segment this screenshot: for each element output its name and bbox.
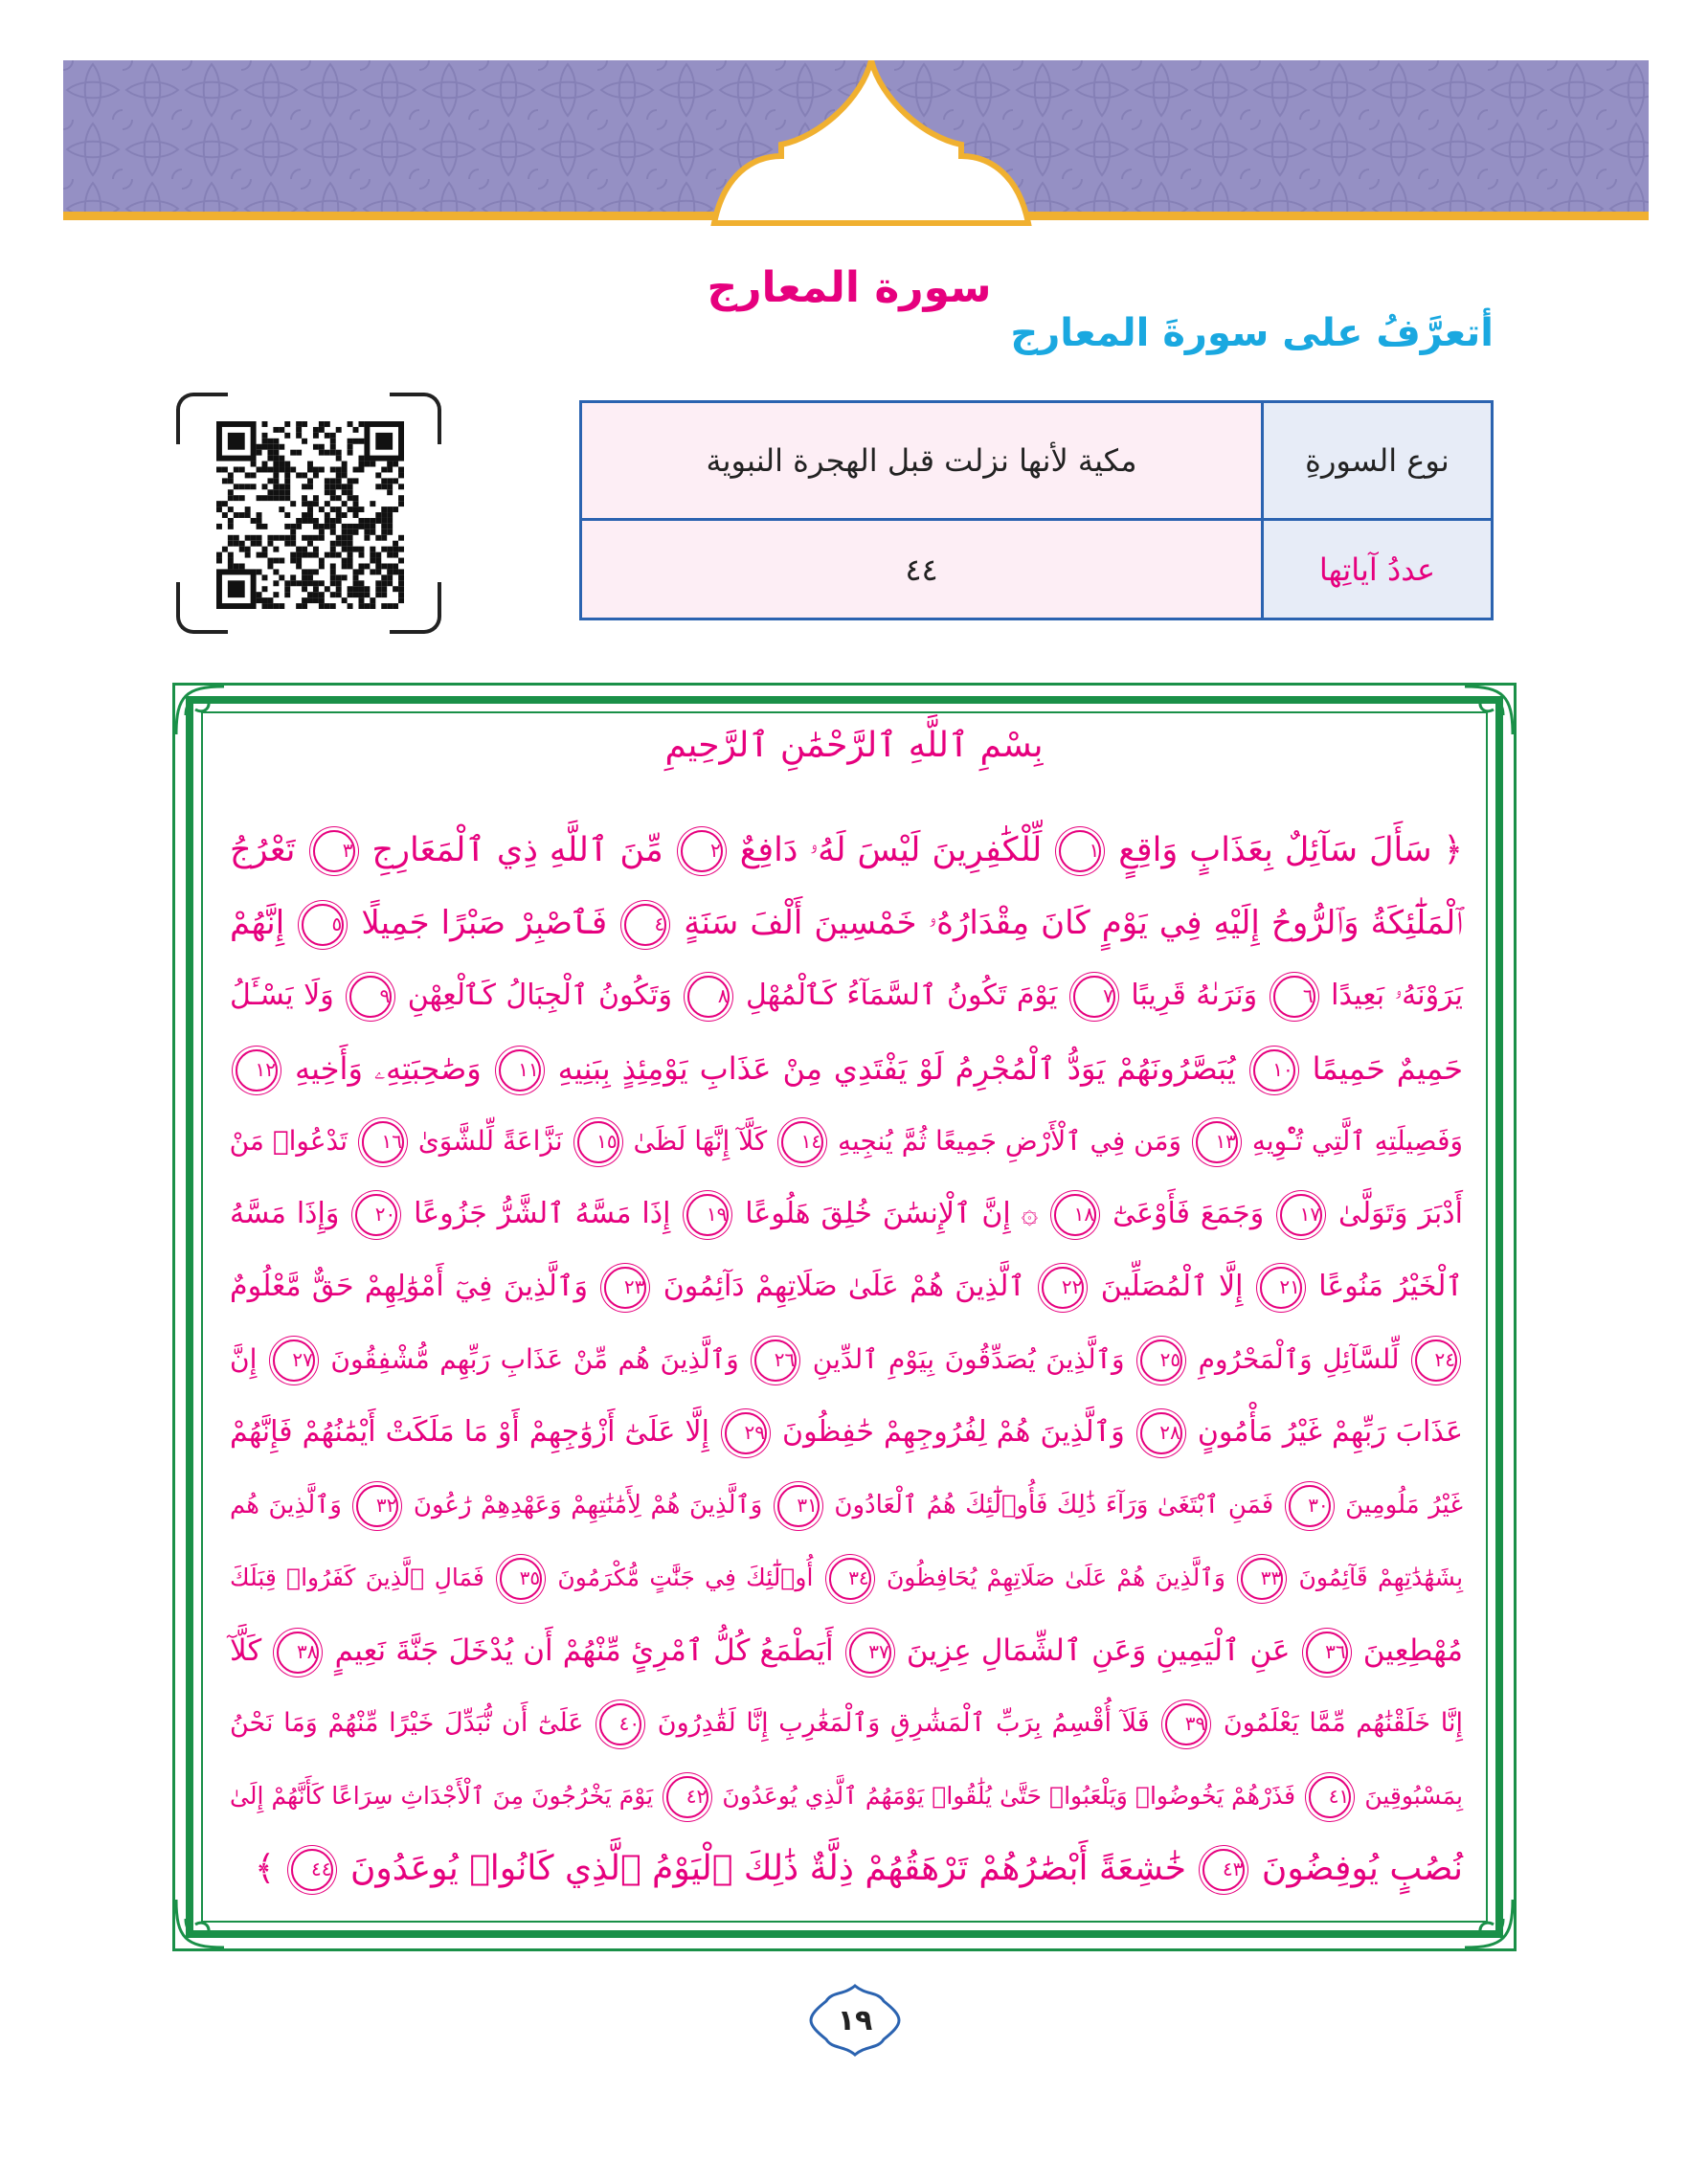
verse-text: وَٱلَّذِينَ هُمْ لِفُرُوجِهِمْ حَٰفِظُونَ	[782, 1415, 1125, 1449]
table-row	[581, 520, 1493, 619]
quran-line	[230, 1833, 1463, 1905]
verse-text: وَٱلَّذِينَ هُم	[230, 1491, 342, 1519]
verse-number-marker: ٣٨	[277, 1632, 319, 1674]
verse-number-marker: ٨	[687, 976, 730, 1018]
verse-number-marker: ٣٣	[1241, 1558, 1283, 1600]
verse-text: ٱلْخَيْرُ مَنُوعًا	[1318, 1270, 1463, 1303]
quran-line	[230, 1032, 1463, 1105]
verse-text: تَعْرُجُ	[230, 831, 296, 869]
verse-text: فَمَنِ ٱبْتَغَىٰ وَرَآءَ ذَٰلِكَ فَأُو۟لَٰٓئِكَ هُمُ ٱلْعَادُونَ	[834, 1491, 1274, 1519]
verse-text: إِلَّا عَلَىٰٓ أَزْوَٰجِهِمْ أَوْ مَا مَلَكَتْ أَيْمَٰنُهُمْ فَإِنَّهُمْ	[230, 1415, 709, 1449]
verse-text: عَنِ ٱلْيَمِينِ وَعَنِ ٱلشِّمَالِ عِزِينَ	[906, 1633, 1291, 1668]
verse-number-marker: ٦	[1273, 976, 1315, 1018]
verse-text: نُصُبٍ يُوفِضُونَ	[1261, 1849, 1463, 1888]
verse-number-marker: ٢	[681, 830, 723, 872]
verse-text: ٱلَّذِينَ هُمْ عَلَىٰ صَلَاتِهِمْ دَآئِمُونَ	[663, 1270, 1025, 1303]
verse-number-marker: ١٠	[1253, 1049, 1295, 1092]
verse-text: وَٱلَّذِينَ فِيٓ أَمْوَٰلِهِمْ حَقٌّ مَّعْلُومٌ	[230, 1270, 588, 1303]
verse-text: حَمِيمٌ حَمِيمًا	[1312, 1050, 1464, 1087]
verse-number-marker: ٣٩	[1165, 1703, 1207, 1745]
verse-text: وَٱلَّذِينَ هُم مِّنْ عَذَابِ رَبِّهِم مُّشْفِقُونَ	[330, 1343, 739, 1375]
verse-number-marker: ٣٤	[829, 1558, 871, 1600]
verse-text: بِشَهَٰدَٰتِهِمْ قَآئِمُونَ	[1298, 1564, 1464, 1591]
verse-text: إِلَّا ٱلْمُصَلِّينَ	[1100, 1270, 1244, 1303]
surah-type-label: نوع السورةِ	[1263, 402, 1493, 520]
verse-number-marker: ٥	[302, 904, 344, 946]
surah-info-table	[579, 400, 1494, 620]
verse-number-marker: ٢٨	[1140, 1412, 1182, 1454]
quran-line	[230, 1542, 1463, 1614]
verse-text: مُهْطِعِينَ	[1362, 1633, 1464, 1668]
verse-number-marker: ٤١	[1309, 1776, 1351, 1818]
verse-text: يَوْمَ يَخْرُجُونَ مِنَ ٱلْأَجْدَاثِ سِرَاعًا كَأَنَّهُمْ إِلَىٰ	[230, 1782, 654, 1810]
quran-line	[230, 1323, 1463, 1396]
verse-text: أَيَطْمَعُ كُلُّ ٱمْرِئٍ مِّنْهُمْ أَن يُدْخَلَ جَنَّةَ نَعِيمٍ	[334, 1633, 834, 1668]
verse-text: غَيْرُ مَلُومِينَ	[1345, 1491, 1463, 1519]
verse-number-marker: ١٤	[781, 1121, 823, 1163]
quran-line	[230, 1614, 1463, 1687]
verse-text: يَوْمَ تَكُونُ ٱلسَّمَآءُ كَٱلْمُهْلِ	[745, 979, 1058, 1012]
qr-code[interactable]	[176, 393, 441, 634]
verse-number-marker: ٣٥	[500, 1558, 542, 1600]
verse-number-marker: ٢٦	[754, 1339, 797, 1382]
verse-text: وَٱلَّذِينَ يُصَدِّقُونَ بِيَوْمِ ٱلدِّينِ	[812, 1343, 1125, 1375]
verse-text: لِّلسَّآئِلِ وَٱلْمَحْرُومِ	[1198, 1343, 1400, 1375]
verse-text: وَصَٰحِبَتِهِۦ وَأَخِيهِ	[294, 1050, 482, 1087]
verse-text: أُو۟لَٰٓئِكَ فِي جَنَّٰتٍ مُّكْرَمُونَ	[557, 1564, 814, 1591]
verse-number-marker: ١٩	[686, 1194, 729, 1236]
verse-text: كَلَّآ	[230, 1633, 262, 1668]
corner-ornament-icon	[1455, 1890, 1522, 1957]
verse-number-marker: ٢٥	[1140, 1339, 1182, 1382]
verse-text: نَزَّاعَةً لِّلشَّوَىٰ	[417, 1125, 563, 1157]
verse-number-marker: ١٥	[577, 1121, 619, 1163]
verse-text: كَلَّآ إِنَّهَا لَظَىٰ	[633, 1125, 768, 1157]
verse-number-marker: ١٦	[362, 1121, 404, 1163]
verse-number-marker: ٤	[624, 904, 666, 946]
quran-line	[230, 1469, 1463, 1542]
verse-number-marker: ٤٤	[291, 1849, 333, 1891]
verse-text: وَتَكُونُ ٱلْجِبَالُ كَٱلْعِهْنِ	[407, 979, 672, 1012]
section-subtitle: أتعرَّفُ على سورةَ المعارج	[1010, 311, 1494, 355]
verse-text: إِنَّهُمْ	[230, 904, 285, 942]
quran-line	[230, 1687, 1463, 1760]
basmala: بِسْمِ ٱللَّهِ ٱلرَّحْمَٰنِ ٱلرَّحِيمِ	[664, 726, 1044, 765]
verse-number-marker: ٢٩	[725, 1412, 767, 1454]
verse-number-marker: ٤٠	[599, 1703, 641, 1745]
table-row	[581, 402, 1493, 520]
quran-line	[230, 1178, 1463, 1250]
verse-text: ﴿ سَأَلَ سَآئِلٌ بِعَذَابٍ وَاقِعٍ	[1118, 831, 1463, 869]
verse-number-marker: ٢٤	[1415, 1339, 1457, 1382]
surah-title-text: سورة المعارج	[707, 263, 992, 312]
verse-text: مِّنَ ٱللَّهِ ذِي ٱلْمَعَارِجِ	[371, 831, 663, 869]
verse-text: فَمَالِ ٱلَّذِينَ كَفَرُوا۟ قِبَلَكَ	[230, 1564, 484, 1591]
verse-text: وَفَصِيلَتِهِ ٱلَّتِي تُـْٔوِيهِ	[1251, 1125, 1463, 1157]
surah-type-value: مكية لأنها نزلت قبل الهجرة النبوية	[581, 402, 1263, 520]
verse-number-marker: ١٨	[1054, 1194, 1096, 1236]
verse-text: فَٱصْبِرْ صَبْرًا جَمِيلًا	[361, 904, 608, 942]
qr-code-icon	[216, 421, 404, 609]
verse-count-label: عددُ آياتِها	[1263, 520, 1493, 619]
quran-line	[230, 814, 1463, 887]
verse-text: بِمَسْبُوقِينَ	[1364, 1782, 1464, 1810]
verse-number-marker: ١١	[499, 1049, 541, 1092]
verse-number-marker: ٢٠	[355, 1194, 397, 1236]
verse-number-marker: ٣	[313, 830, 355, 872]
quran-text	[230, 814, 1463, 1905]
corner-ornament-icon	[167, 1890, 234, 1957]
verse-text: عَلَىٰٓ أَن نُّبَدِّلَ خَيْرًا مِّنْهُمْ وَمَا نَحْنُ	[230, 1708, 584, 1738]
verse-text: فَذَرْهُمْ يَخُوضُوا۟ وَيَلْعَبُوا۟ حَتَّىٰ يُلَٰقُوا۟ يَوْمَهُمُ ٱلَّذِي يُوعَدُونَ	[722, 1782, 1296, 1810]
quran-line	[230, 1396, 1463, 1469]
verse-text: إِنَّ	[230, 1343, 258, 1375]
verse-number-marker: ١٣	[1196, 1121, 1238, 1163]
verse-text: ۞ إِنَّ ٱلْإِنسَٰنَ خُلِقَ هَلُوعًا	[745, 1197, 1039, 1230]
verse-text: وَمَن فِي ٱلْأَرْضِ جَمِيعًا ثُمَّ يُنجِيهِ	[838, 1125, 1182, 1157]
verse-text: ٱلْمَلَٰٓئِكَةُ وَٱلرُّوحُ إِلَيْهِ فِي يَوْمٍ كَانَ مِقْدَارُهُۥ خَمْسِينَ أَلْفَ سَنَةٍ	[684, 904, 1463, 942]
verse-text: خَٰشِعَةً أَبْصَٰرُهُمْ تَرْهَقُهُمْ ذِلَّةٌ ذَٰلِكَ ٱلْيَوْمُ ٱلَّذِي كَانُوا۟ يُوعَدُونَ	[349, 1849, 1186, 1888]
decorative-header-banner	[63, 60, 1649, 231]
verse-number-marker: ٣١	[777, 1485, 820, 1527]
verse-number-marker: ٣٠	[1289, 1485, 1331, 1527]
verse-number-marker: ٤٣	[1202, 1849, 1245, 1891]
verse-number-marker: ٣٧	[849, 1632, 891, 1674]
verse-number-marker: ١٧	[1280, 1194, 1322, 1236]
verse-number-marker: ٢٣	[604, 1267, 646, 1309]
verse-text: وَٱلَّذِينَ هُمْ لِأَمَٰنَٰتِهِمْ وَعَهْدِهِمْ رَٰعُونَ	[413, 1491, 763, 1519]
verse-text: ﴾	[254, 1849, 276, 1888]
verse-number-marker: ٤٢	[666, 1776, 708, 1818]
verse-number-marker: ٧	[1073, 976, 1115, 1018]
quran-line	[230, 1760, 1463, 1833]
verse-number-marker: ٩	[349, 976, 392, 1018]
verse-text: يَرَوْنَهُۥ بَعِيدًا	[1331, 979, 1463, 1012]
verse-number-marker: ٣٢	[356, 1485, 398, 1527]
verse-text: يُبَصَّرُونَهُمْ يَوَدُّ ٱلْمُجْرِمُ لَوْ يَفْتَدِي مِنْ عَذَابِ يَوْمِئِذٍ بِبَنِيهِ	[557, 1050, 1236, 1087]
quran-line	[230, 959, 1463, 1032]
quran-line	[230, 887, 1463, 959]
page-number: ١٩	[837, 2004, 873, 2037]
quran-line	[230, 1250, 1463, 1323]
verse-number-marker: ١	[1059, 830, 1101, 872]
verse-text: وَجَمَعَ فَأَوْعَىٰٓ	[1112, 1197, 1265, 1230]
verse-text: أَدْبَرَ وَتَوَلَّىٰ	[1338, 1197, 1463, 1230]
verse-text: فَلَآ أُقْسِمُ بِرَبِّ ٱلْمَشَٰرِقِ وَٱلْمَغَٰرِبِ إِنَّا لَقَٰدِرُونَ	[657, 1708, 1150, 1738]
verse-number-marker: ٢٧	[273, 1339, 315, 1382]
verse-number-marker: ٢١	[1260, 1267, 1302, 1309]
verse-text: عَذَابَ رَبِّهِمْ غَيْرُ مَأْمُونٍ	[1197, 1415, 1463, 1449]
verse-text: وَإِذَا مَسَّهُ	[230, 1197, 340, 1230]
verse-text: وَنَرَىٰهُ قَرِيبًا	[1131, 979, 1258, 1012]
verse-number-marker: ٣٦	[1306, 1632, 1348, 1674]
verse-text: وَٱلَّذِينَ هُمْ عَلَىٰ صَلَاتِهِمْ يُحَافِظُونَ	[886, 1564, 1225, 1591]
verse-text: لِّلْكَٰفِرِينَ لَيْسَ لَهُۥ دَافِعٌ	[739, 831, 1043, 869]
verse-number-marker: ٢٢	[1042, 1267, 1084, 1309]
verse-text: إِذَا مَسَّهُ ٱلشَّرُّ جَزُوعًا	[414, 1197, 671, 1230]
surah-title	[0, 263, 1708, 312]
verse-text: وَلَا يَسْـَٔلُ	[230, 979, 334, 1012]
verse-number-marker: ١٢	[236, 1049, 278, 1092]
quran-line	[230, 1105, 1463, 1178]
verse-text: إِنَّا خَلَقْنَٰهُم مِّمَّا يَعْلَمُونَ	[1223, 1708, 1463, 1738]
verse-text: تَدْعُوا۟ مَنْ	[229, 1125, 348, 1157]
verse-count-value: ٤٤	[581, 520, 1263, 619]
page-number-badge	[807, 1982, 903, 2059]
